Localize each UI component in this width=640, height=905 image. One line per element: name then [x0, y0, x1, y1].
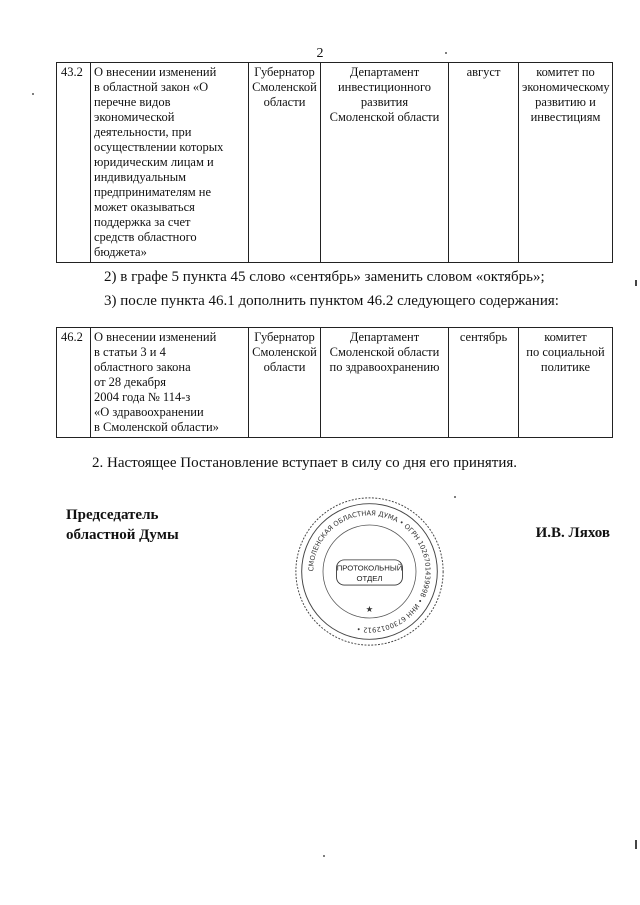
bill-title: О внесении изменений в статьи 3 и 4 областного закона от 28 декабря 2004 года № 114-з «О здравоохранении в Смоленской области» — [91, 328, 249, 438]
table-row — [57, 63, 613, 263]
executor: Департамент Смоленской области по здравоохранению — [321, 328, 449, 438]
plan-table-item-43-2 — [56, 62, 613, 263]
scan-speck — [323, 855, 325, 857]
initiator: Губернатор Смоленской области — [249, 63, 321, 263]
executor: Департамент инвестиционного развития Смоленской области — [321, 63, 449, 263]
bill-title: О внесении изменений в областной закон «О перечне видов экономической деятельности, при осуществлении которых юридическим лицам и индивидуальным предпринимателям не может оказываться поддержка за счет средств областного бюджета» — [91, 63, 249, 263]
scan-speck — [445, 52, 447, 54]
seal-center-line-2: ОТДЕЛ — [356, 574, 383, 584]
table-row — [57, 328, 613, 438]
item-number: 46.2 — [57, 328, 91, 438]
term: август — [449, 63, 519, 263]
page-number: 2 — [316, 46, 324, 61]
responsible-committee: комитет по социальной политике — [519, 328, 613, 438]
official-seal — [292, 494, 447, 649]
term: сентябрь — [449, 328, 519, 438]
scan-speck — [454, 496, 456, 498]
amendment-item-2: 2) в графе 5 пункта 45 слово «сентябрь» заменить словом «октябрь»; — [104, 269, 545, 285]
scan-edge-mark — [635, 840, 637, 849]
seal-center-line-1: ПРОТОКОЛЬНЫЙ — [336, 563, 403, 573]
amendment-item-3: 3) после пункта 46.1 дополнить пунктом 46.2 следующего содержания: — [104, 293, 559, 309]
scan-speck — [32, 93, 34, 95]
signatory-name: И.В. Ляхов — [535, 525, 610, 541]
seal-star-icon: ★ — [365, 604, 374, 615]
item-number: 43.2 — [57, 63, 91, 263]
plan-table-item-46-2 — [56, 327, 613, 438]
signatory-title: Председатель областной Думы — [66, 507, 179, 543]
closing-clause: 2. Настоящее Постановление вступает в силу со дня его принятия. — [92, 455, 518, 471]
scan-edge-mark — [635, 280, 637, 286]
initiator: Губернатор Смоленской области — [249, 328, 321, 438]
seal-graphic — [292, 494, 447, 649]
seal-outer-text: СМОЛЕНСКАЯ ОБЛАСТНАЯ ДУМА • ОГРН 1026701439998 • ИНН 6730012912 • — [307, 509, 432, 634]
responsible-committee: комитет по экономическому развитию и инвестициям — [519, 63, 613, 263]
